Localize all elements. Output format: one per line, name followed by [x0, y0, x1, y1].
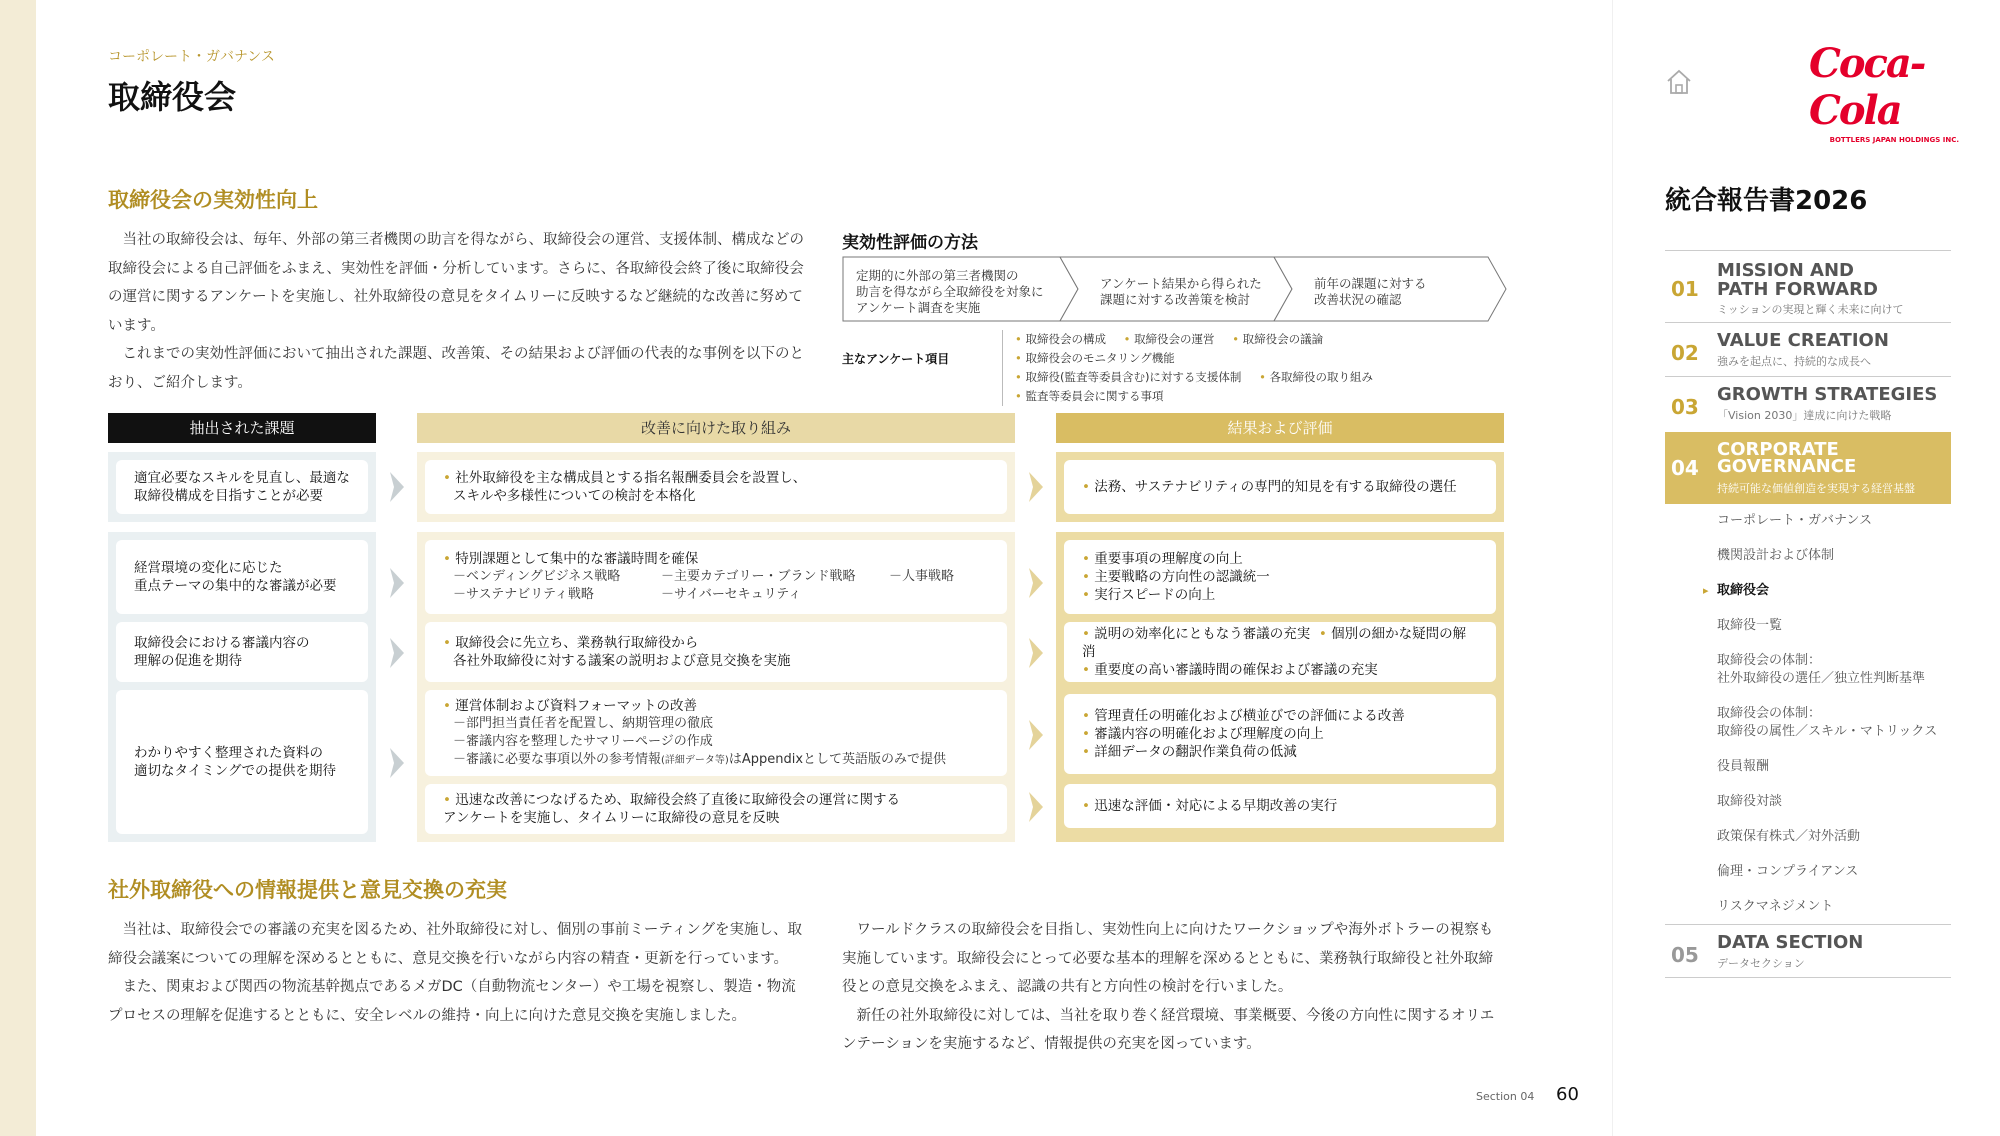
- chevron-right-icon: [388, 566, 406, 600]
- method-step-1: 定期的に外部の第三者機関の 助言を得ながら全取締役を対象に アンケート調査を実施: [856, 268, 1044, 315]
- method-title: 実効性評価の方法: [842, 233, 978, 253]
- result-card: • 管理責任の明確化および横並びでの評価による改善 • 審議内容の明確化および理解度の向上 • 詳細データの翻訳作業負荷の低減: [1064, 694, 1496, 774]
- chevron-right-icon: [1027, 566, 1045, 600]
- information-text-left: [108, 916, 808, 1030]
- survey-item: • 取締役(監査等委員含む)に対する支援体制: [1015, 370, 1241, 384]
- subnav-item[interactable]: 取締役会の体制： 取締役の属性／スキル・マトリックス: [1717, 706, 1938, 739]
- survey-item: • 取締役会の構成: [1015, 332, 1106, 346]
- footer-section-label: Section 04: [1476, 1090, 1535, 1103]
- action-card: • 社外取締役を主な構成員とする指名報酬委員会を設置し、 スキルや多様性についての検討を本格化: [425, 460, 1007, 514]
- information-text-right: [842, 916, 1506, 1059]
- paragraph: また、関東および関西の物流基幹拠点であるメガDC（自動物流センター）や工場を視察し、製造・物流プロセスの理解を促進するとともに、安全レベルの維持・向上に向けた意見交換を実施しました。: [108, 979, 796, 1024]
- survey-items-label: 主なアンケート項目: [842, 352, 950, 366]
- chevron-right-icon: [1027, 790, 1045, 824]
- chevron-right-icon: [388, 636, 406, 670]
- nav-section-01[interactable]: 01 MISSION AND PATH FORWARD ミッションの実現と輝く未来に向けて: [1665, 250, 1951, 322]
- chevron-right-icon: [1027, 470, 1045, 504]
- section-heading-effectiveness: 取締役会の実効性向上: [108, 188, 318, 212]
- nav-section-02[interactable]: 02 VALUE CREATION 強みを起点に、持続的な成長へ: [1665, 322, 1951, 376]
- action-card: • 特別課題として集中的な審議時間を確保 －ベンディングビジネス戦略 －主要カテゴリー・ブランド戦略 －人事戦略 －サステナビリティ戦略 －サイバーセキュリティ: [425, 540, 1007, 614]
- column-header-results: 結果および評価: [1056, 413, 1504, 443]
- subnav-item[interactable]: 倫理・コンプライアンス: [1717, 864, 1859, 879]
- column-header-actions: 改善に向けた取り組み: [417, 413, 1015, 443]
- issue-card: 経営環境の変化に応じた 重点テーマの集中的な審議が必要: [116, 540, 368, 614]
- subnav-item[interactable]: 機関設計および体制: [1717, 548, 1835, 563]
- issue-card: 取締役会における審議内容の 理解の促進を期待: [116, 622, 368, 682]
- column-header-issues: 抽出された課題: [108, 413, 376, 443]
- subnav-item[interactable]: 役員報酬: [1717, 759, 1770, 774]
- survey-item: • 取締役会のモニタリング機能: [1015, 351, 1175, 365]
- nav-section-03[interactable]: 03 GROWTH STRATEGIES 「Vision 2030」達成に向けた戦略: [1665, 376, 1951, 430]
- subnav-item[interactable]: コーポレート・ガバナンス: [1717, 513, 1872, 528]
- chevron-right-icon: [388, 470, 406, 504]
- subnav-item[interactable]: 取締役対談: [1717, 794, 1783, 809]
- subnav-item[interactable]: 取締役会の体制： 社外取締役の選任／独立性判断基準: [1717, 653, 1926, 686]
- survey-item: • 各取締役の取り組み: [1259, 370, 1373, 384]
- subnav-item[interactable]: 取締役一覧: [1717, 618, 1783, 633]
- chevron-right-icon: [388, 746, 406, 780]
- survey-item: • 取締役会の運営: [1124, 332, 1215, 346]
- breadcrumb: コーポレート・ガバナンス: [108, 49, 275, 65]
- home-icon[interactable]: [1665, 68, 1693, 96]
- issue-card: わかりやすく整理された資料の 適切なタイミングでの提供を期待: [116, 690, 368, 834]
- nav-section-04[interactable]: 04 CORPORATE GOVERNANCE 持続可能な価値創造を実現する経営基盤: [1665, 432, 1951, 504]
- chevron-right-icon: [1027, 718, 1045, 752]
- section-heading-information: 社外取締役への情報提供と意見交換の充実: [108, 878, 507, 902]
- method-step-2: アンケート結果から得られた 課題に対する改善策を検討: [1100, 276, 1262, 307]
- page-number: 60: [1556, 1084, 1579, 1105]
- paragraph: 当社は、取締役会での審議の充実を図るため、社外取締役に対し、個別の事前ミーティングを実施し、取締役会議案についての理解を深めるとともに、意見交換を行いながら内容の精査・更新を行っています。: [108, 922, 802, 967]
- survey-item: • 監査等委員会に関する事項: [1015, 389, 1163, 403]
- left-margin-band: [0, 0, 36, 1136]
- action-card: • 迅速な改善につなげるため、取締役会終了直後に取締役会の運営に関する アンケートを実施し、タイムリーに取締役の意見を反映: [425, 784, 1007, 834]
- effectiveness-text: [108, 226, 808, 397]
- result-card: • 説明の効率化にともなう審議の充実 • 個別の細かな疑問の解消 • 重要度の高い審議時間の確保および審議の充実: [1064, 622, 1496, 682]
- result-card: • 重要事項の理解度の向上 • 主要戦略の方向性の認識統一 • 実行スピードの向上: [1064, 540, 1496, 614]
- subnav-item[interactable]: リスクマネジメント: [1717, 899, 1834, 914]
- result-card: • 法務、サステナビリティの専門的知見を有する取締役の選任: [1064, 460, 1496, 514]
- chevron-right-icon: [1027, 636, 1045, 670]
- action-card: • 取締役会に先立ち、業務執行取締役から 各社外取締役に対する議案の説明および意見交換を実施: [425, 622, 1007, 682]
- action-card: • 運営体制および資料フォーマットの改善 －部門担当責任者を配置し、納期管理の徹底 －審議内容を整理したサマリーページの作成 －審議に必要な事項以外の参考情報(詳細データ等)はAppendixとして英語版のみで提供: [425, 690, 1007, 776]
- paragraph: これまでの実効性評価において抽出された課題、改善策、その結果および評価の代表的な事例を以下のとおり、ご紹介します。: [108, 346, 804, 391]
- survey-item: • 取締役会の議論: [1232, 332, 1323, 346]
- subnav-item-current[interactable]: ▸ 取締役会: [1717, 582, 1769, 600]
- result-card: • 迅速な評価・対応による早期改善の実行: [1064, 784, 1496, 828]
- sidebar: [1612, 0, 2000, 1136]
- page-title: 取締役会: [108, 78, 237, 116]
- subnav-item[interactable]: 政策保有株式／対外活動: [1717, 829, 1861, 844]
- survey-items-list: [1002, 330, 1482, 406]
- nav-section-05[interactable]: 05 DATA SECTION データセクション: [1665, 924, 1951, 978]
- paragraph: 当社の取締役会は、毎年、外部の第三者機関の助言を得ながら、取締役会の運営、支援体制、構成などの取締役会による自己評価をふまえ、実効性を評価・分析しています。さらに、各取締役会終了後に取締役会の運営に関するアンケートを実施し、社外取締役の意見をタイムリーに反映するなど継続的な改善に努めています。: [108, 232, 804, 334]
- company-logo[interactable]: Coca-Cola BOTTLERS JAPAN HOLDINGS INC.: [1809, 40, 1959, 144]
- issue-card: 適宜必要なスキルを見直し、最適な 取締役構成を目指すことが必要: [116, 460, 368, 514]
- report-title: 統合報告書2026: [1665, 186, 1868, 216]
- paragraph: 新任の社外取締役に対しては、当社を取り巻く経営環境、事業概要、今後の方向性に関するオリエンテーションを実施するなど、情報提供の充実を図っています。: [842, 1007, 1495, 1052]
- main-content: [36, 0, 1612, 1136]
- method-step-3: 前年の課題に対する 改善状況の確認: [1314, 276, 1427, 307]
- paragraph: ワールドクラスの取締役会を目指し、実効性向上に向けたワークショップや海外ボトラーの視察も実施しています。取締役会にとって必要な基本的理解を深めるとともに、業務執行取締役と社外取締役との意見交換をふまえ、認識の共有と方向性の検討を行いました。: [842, 922, 1494, 995]
